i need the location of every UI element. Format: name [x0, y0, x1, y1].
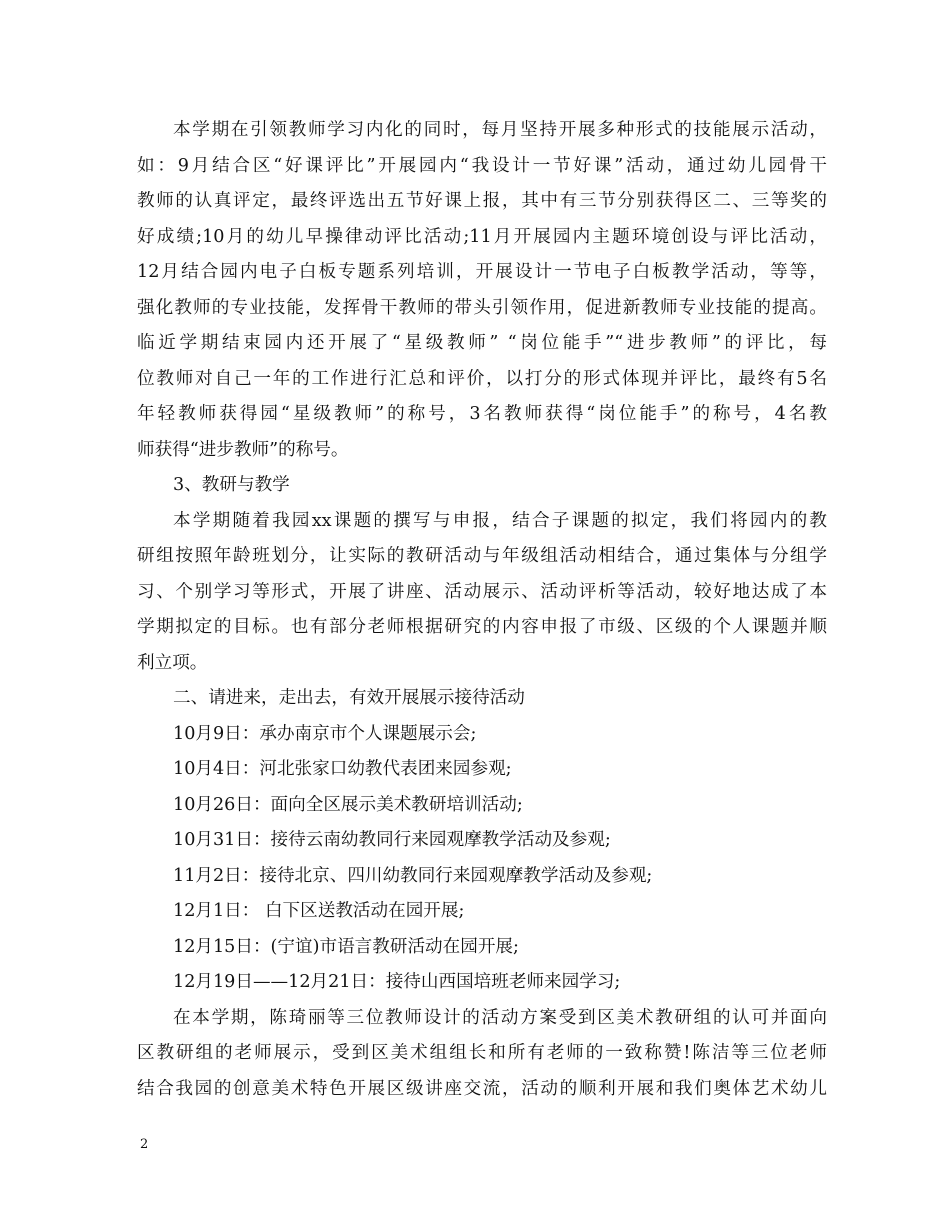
text-line: 如：9月结合区“好课评比”开展园内“我设计一节好课”活动，通过幼儿园骨干 [137, 155, 827, 176]
text-line: 本学期在引领教师学习内化的同时，每月坚持开展多种形式的技能展示活动， [173, 120, 827, 140]
text-line: 结合我园的创意美术特色开展区级讲座交流，活动的顺利开展和我们奥体艺术幼儿 [137, 1078, 827, 1099]
text-line: 位教师对自己一年的工作进行汇总和评价，以打分的形式体现并评比，最终有5名 [137, 368, 827, 389]
document-body [137, 113, 827, 1107]
text-line: 临近学期结束园内还开展了“星级教师” “岗位能手”“进步教师”的评比，每 [137, 333, 827, 353]
text-line: 教师的认真评定，最终评选出五节好课上报，其中有三节分别获得区二、三等奖的 [137, 191, 827, 211]
page-number: 2 [140, 1137, 149, 1152]
text-line: 研组按照年龄班划分，让实际的教研活动与年级组活动相结合，通过集体与分组学 [137, 546, 827, 566]
text-line: 习、个别学习等形式，开展了讲座、活动展示、活动评析等活动，较好地达成了本 [137, 581, 827, 602]
text-line: 学期拟定的目标。也有部分老师根据研究的内容申报了市级、区级的个人课题并顺 [137, 617, 827, 637]
text-line: 10月9日：承办南京市个人课题展示会; [173, 723, 477, 744]
text-line: 强化教师的专业技能，发挥骨干教师的带头引领作用，促进新教师专业技能的提高。 [137, 297, 827, 318]
text-line: 在本学期，陈琦丽等三位教师设计的活动方案受到区美术教研组的认可并面向 [173, 1007, 827, 1028]
text-line: 好成绩;10月的幼儿早操律动评比活动;11月开展园内主题环境创设与评比活动， [137, 226, 827, 247]
text-line: 年轻教师获得园“星级教师”的称号，3名教师获得“岗位能手”的称号，4名教 [137, 404, 827, 424]
text-line: 12月19日——12月21日：接待山西国培班老师来园学习; [173, 972, 621, 992]
text-line: 区教研组的老师展示，受到区美术组组长和所有老师的一致称赞!陈洁等三位老师 [137, 1043, 827, 1063]
text-line: 师获得“进步教师”的称号。 [137, 439, 349, 460]
text-line: 11月2日：接待北京、四川幼教同行来园观摩教学活动及参观; [173, 865, 653, 886]
text-line: 本学期随着我园xx课题的撰写与申报，结合子课题的拟定，我们将园内的教 [173, 510, 827, 531]
text-line: 10月26日：面向全区展示美术教研培训活动; [173, 794, 523, 815]
text-line: 12月结合园内电子白板专题系列培训，开展设计一节电子白板教学活动，等等， [137, 262, 827, 282]
text-line: 利立项。 [137, 652, 208, 673]
text-line: 二、请进来，走出去，有效开展展示接待活动 [173, 688, 525, 708]
text-line: 10月4日：河北张家口幼教代表团来园参观; [173, 759, 512, 779]
text-line: 10月31日：接待云南幼教同行来园观摩教学活动及参观; [173, 830, 611, 850]
text-line: 12月1日： 白下区送教活动在园开展; [173, 901, 465, 921]
text-line: 3、教研与教学 [173, 475, 290, 495]
text-line: 12月15日：(宁谊)市语言教研活动在园开展; [173, 936, 519, 957]
